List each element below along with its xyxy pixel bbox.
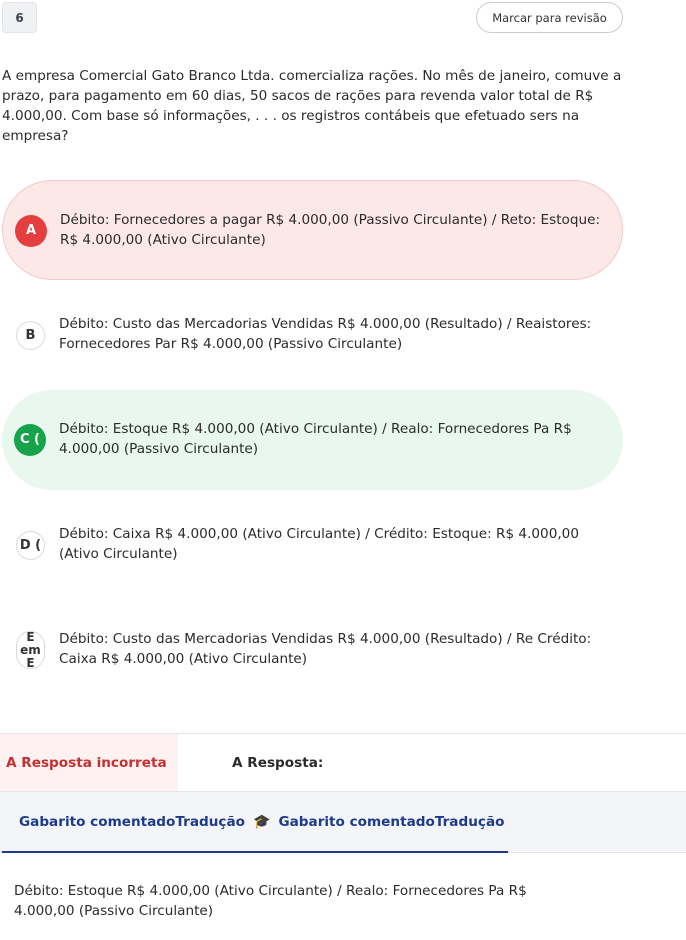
question-text: A empresa Comercial Gato Branco Ltda. comercializa rações. No mês de janeiro, comuve a prazo, para pagamento em 60 dias, 50 sacos de rações para revenda valor total de R$ 4.000,00. Com base só informações, . . . os registros contábeis que efetuado sers na empresa? [2, 68, 622, 144]
tab-answer[interactable]: A Resposta: [232, 754, 324, 771]
option-a[interactable] [2, 180, 623, 280]
option-a-text: Débito: Fornecedores a pagar R$ 4.000,00 (Passivo Circulante) / Reto: Estoque: R$ 4.000,00 (Ativo Circulante) [60, 212, 601, 248]
option-d[interactable] [2, 495, 623, 595]
option-e-letter-line: E [26, 629, 35, 644]
explanation-text: Débito: Estoque R$ 4.000,00 (Ativo Circulante) / Realo: Fornecedores Pa R$ 4.000,00 (Passivo Circulante) [14, 883, 527, 919]
gabarito-bar [0, 791, 686, 853]
option-b[interactable] [2, 285, 623, 385]
tab-incorrect-answer[interactable]: A Resposta incorreta [0, 734, 178, 791]
graduation-cap-icon: 🎓 [253, 813, 271, 830]
gabarito-label-right: Gabarito comentadoTradução [278, 813, 505, 830]
option-a-letter: A [15, 215, 47, 247]
question-number: 6 [2, 2, 37, 33]
option-e-letter-line: E [26, 655, 35, 670]
option-e-letter-line: em [20, 642, 41, 657]
option-c-text: Débito: Estoque R$ 4.000,00 (Ativo Circulante) / Realo: Fornecedores Pa R$ 4.000,00 (Passivo Circulante) [59, 421, 572, 457]
result-tabs [0, 733, 686, 791]
option-d-text: Débito: Caixa R$ 4.000,00 (Ativo Circulante) / Crédito: Estoque: R$ 4.000,00 (Ativo Circulante) [59, 526, 579, 562]
option-e[interactable] [2, 600, 623, 700]
option-e-letter [16, 631, 45, 669]
option-e-text: Débito: Custo das Mercadorias Vendidas R$ 4.000,00 (Resultado) / Re Crédito: Caixa R$ 4.000,00 (Ativo Circulante) [59, 631, 592, 667]
mark-for-review-button[interactable]: Marcar para revisão [476, 2, 623, 33]
option-b-letter: B [16, 321, 45, 350]
gabarito-label-left: Gabarito comentadoTradução [19, 813, 246, 830]
option-b-text: Débito: Custo das Mercadorias Vendidas R$ 4.000,00 (Resultado) / Reaistores: Fornecedores Par R$ 4.000,00 (Passivo Circulante) [59, 316, 592, 352]
option-d-letter: D ( [16, 531, 45, 560]
option-c[interactable] [2, 390, 623, 490]
option-c-letter: C ( [14, 424, 46, 456]
tab-gabarito-comentado[interactable] [2, 792, 508, 853]
